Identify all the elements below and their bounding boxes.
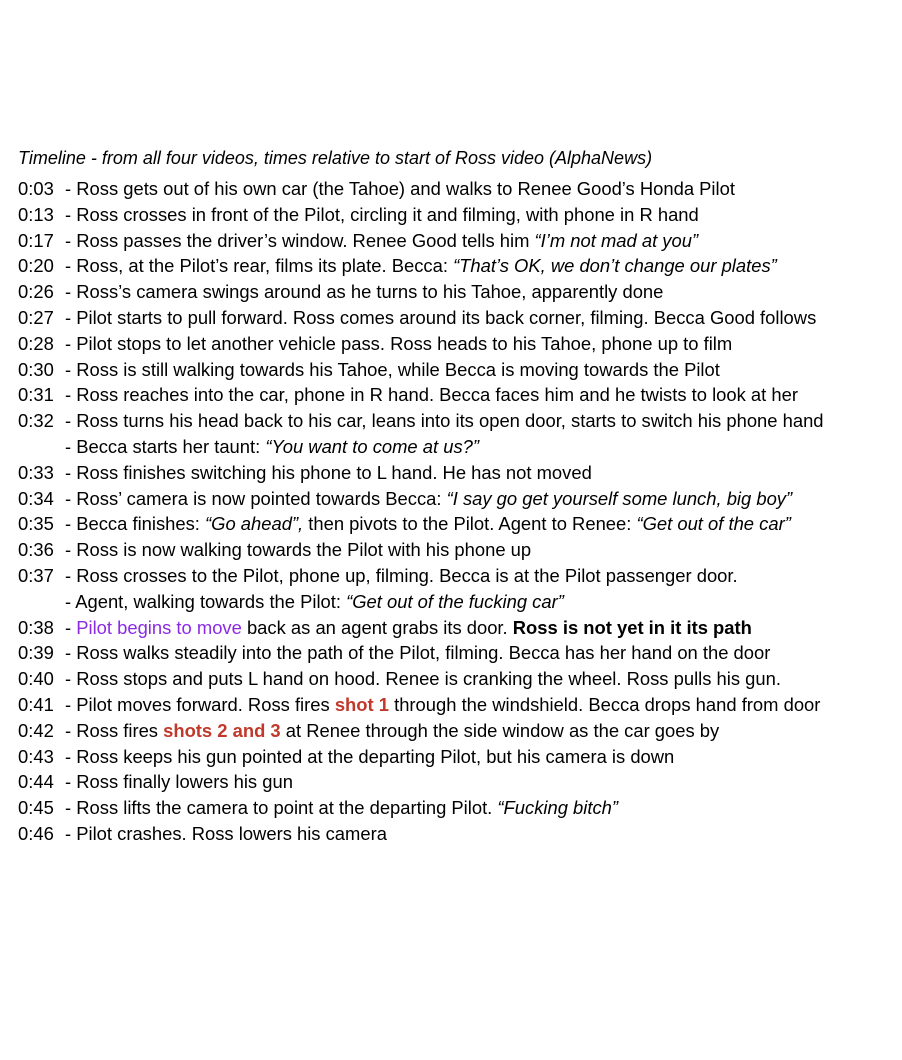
timeline-row [18, 176, 902, 202]
timeline-row [18, 744, 902, 770]
event-text [65, 357, 720, 383]
timestamp: 0:13 [18, 203, 54, 225]
timestamp: 0:28 [18, 332, 54, 354]
timestamp: 0:20 [18, 255, 54, 277]
shot-highlight-text: shots 2 and 3 [163, 719, 281, 741]
text-segment: - Ross stops and puts L hand on hood. Renee is cranking the wheel. Ross pulls his gun. [65, 668, 781, 690]
event-text [65, 589, 564, 615]
timeline-row [18, 821, 902, 847]
timestamp: 0:46 [18, 822, 54, 844]
timeline-row [18, 795, 902, 821]
text-segment: - Pilot crashes. Ross lowers his camera [65, 822, 387, 844]
timeline-row [18, 718, 902, 744]
quote-text: “Get out of the fucking car” [346, 590, 564, 612]
event-text [65, 460, 592, 486]
event-text [65, 795, 618, 821]
event-text [65, 279, 663, 305]
text-segment: - Pilot stops to let another vehicle pass. Ross heads to his Tahoe, phone up to film [65, 332, 733, 354]
timestamp: 0:27 [18, 306, 54, 328]
quote-text: “I say go get yourself some lunch, big boy” [446, 487, 793, 509]
timestamp: 0:44 [18, 771, 54, 793]
timeline-heading: Timeline - from all four videos, times relative to start of Ross video (AlphaNews) [18, 148, 653, 168]
timestamp: 0:37 [18, 564, 54, 586]
event-text [65, 563, 738, 589]
timeline-row [18, 692, 902, 718]
timeline-row [18, 666, 902, 692]
event-text [65, 537, 531, 563]
highlight-text: Pilot begins to move [76, 616, 242, 638]
timestamp: 0:45 [18, 797, 54, 819]
text-segment: - Ross finishes switching his phone to L hand. He has not moved [65, 461, 592, 483]
event-text [65, 821, 387, 847]
timestamp: 0:41 [18, 693, 54, 715]
text-segment: at Renee through the side window as the car goes by [280, 719, 720, 741]
text-segment: - Ross, at the Pilot’s rear, films its plate. Becca: [65, 255, 454, 277]
text-segment: - Ross crosses in front of the Pilot, circling it and filming, with phone in R hand [65, 203, 699, 225]
text-segment: back as an agent grabs its door. [241, 616, 513, 638]
quote-text: “You want to come at us?” [265, 435, 479, 457]
text-segment: - Ross lifts the camera to point at the departing Pilot. [65, 797, 498, 819]
timeline-row [18, 460, 902, 486]
timestamp: 0:35 [18, 513, 54, 535]
timestamp: 0:34 [18, 487, 54, 509]
event-text [65, 744, 674, 770]
timeline-row [18, 769, 902, 795]
text-segment: through the windshield. Becca drops hand from door [388, 693, 821, 715]
text-segment: - Pilot starts to pull forward. Ross comes around its back corner, filming. Becca Good follows [65, 306, 817, 328]
timestamp: 0:17 [18, 229, 54, 251]
timestamp: 0:26 [18, 281, 54, 303]
text-segment: - Pilot moves forward. Ross fires [65, 693, 335, 715]
text-segment: - Ross is still walking towards his Tahoe, while Becca is moving towards the Pilot [65, 358, 720, 380]
timeline-row [18, 486, 902, 512]
quote-text: “I’m not mad at you” [534, 229, 699, 251]
event-text [65, 253, 777, 279]
timestamp: 0:42 [18, 719, 54, 741]
text-segment: - Ross keeps his gun pointed at the departing Pilot, but his camera is down [65, 745, 675, 767]
text-segment: - Ross walks steadily into the path of the Pilot, filming. Becca has her hand on the door [65, 642, 771, 664]
timestamp [18, 434, 65, 460]
text-segment: - Ross finally lowers his gun [65, 771, 293, 793]
event-text [65, 769, 293, 795]
timeline-row [18, 511, 902, 537]
timeline-row [18, 357, 902, 383]
text-segment: - Agent, walking towards the Pilot: [65, 590, 347, 612]
timeline-row [18, 202, 902, 228]
timeline-row [18, 615, 902, 641]
timeline-row [18, 382, 902, 408]
text-segment: - Becca starts her taunt: [65, 435, 266, 457]
event-text [65, 615, 752, 641]
text-segment: - Ross turns his head back to his car, leans into its open door, starts to switch his phone hand [65, 410, 824, 432]
timeline-row [18, 228, 902, 254]
timeline-row [18, 408, 902, 434]
timestamp: 0:39 [18, 642, 54, 664]
text-segment: then pivots to the Pilot. Agent to Renee: [303, 513, 637, 535]
event-text [65, 666, 781, 692]
timeline-row [18, 434, 902, 460]
event-text [65, 408, 824, 434]
timestamp: 0:03 [18, 178, 54, 199]
event-text [65, 718, 719, 744]
timeline-row [18, 279, 902, 305]
event-text [65, 486, 792, 512]
event-text [65, 305, 816, 331]
text-segment: - Ross crosses to the Pilot, phone up, filming. Becca is at the Pilot passenger door. [65, 564, 738, 586]
quote-text: “Go ahead”, [205, 513, 304, 535]
timestamp: 0:31 [18, 384, 54, 406]
text-segment: - Ross passes the driver’s window. Renee Good tells him [65, 229, 535, 251]
timeline-row [18, 305, 902, 331]
text-segment: - Ross gets out of his own car (the Tahoe) and walks to Renee Good’s Honda Pilot [65, 178, 735, 199]
event-text [65, 640, 770, 666]
event-text [65, 202, 699, 228]
event-text [65, 692, 820, 718]
timestamp: 0:36 [18, 539, 54, 561]
timestamp [18, 589, 65, 615]
event-text [65, 176, 735, 202]
quote-text: “That’s OK, we don’t change our plates” [453, 255, 777, 277]
event-text [65, 382, 798, 408]
timeline-row [18, 563, 902, 589]
text-segment: - Ross’ camera is now pointed towards Becca: [65, 487, 447, 509]
text-segment: - Ross’s camera swings around as he turns to his Tahoe, apparently done [65, 281, 664, 303]
shot-highlight-text: shot 1 [334, 693, 389, 715]
text-segment: - [65, 616, 77, 638]
timeline-row [18, 253, 902, 279]
timestamp: 0:43 [18, 745, 54, 767]
timeline-list [18, 176, 902, 847]
timestamp: 0:30 [18, 358, 54, 380]
event-text [65, 434, 479, 460]
event-text [65, 331, 732, 357]
timestamp: 0:33 [18, 461, 54, 483]
quote-text: “Fucking bitch” [497, 797, 619, 819]
event-text [65, 511, 791, 537]
timeline-row [18, 640, 902, 666]
timestamp: 0:40 [18, 668, 54, 690]
timeline-row [18, 589, 902, 615]
text-segment: - Ross is now walking towards the Pilot with his phone up [65, 539, 532, 561]
timeline-row [18, 331, 902, 357]
text-segment: - Ross fires [65, 719, 164, 741]
text-segment: - Becca finishes: [65, 513, 206, 535]
quote-text: “Get out of the car” [636, 513, 791, 535]
timestamp: 0:38 [18, 616, 54, 638]
event-text [65, 228, 698, 254]
timestamp: 0:32 [18, 410, 54, 432]
timeline-row [18, 537, 902, 563]
bold-text: Ross is not yet in it its path [512, 616, 752, 638]
text-segment: - Ross reaches into the car, phone in R hand. Becca faces him and he twists to look at her [65, 384, 798, 406]
